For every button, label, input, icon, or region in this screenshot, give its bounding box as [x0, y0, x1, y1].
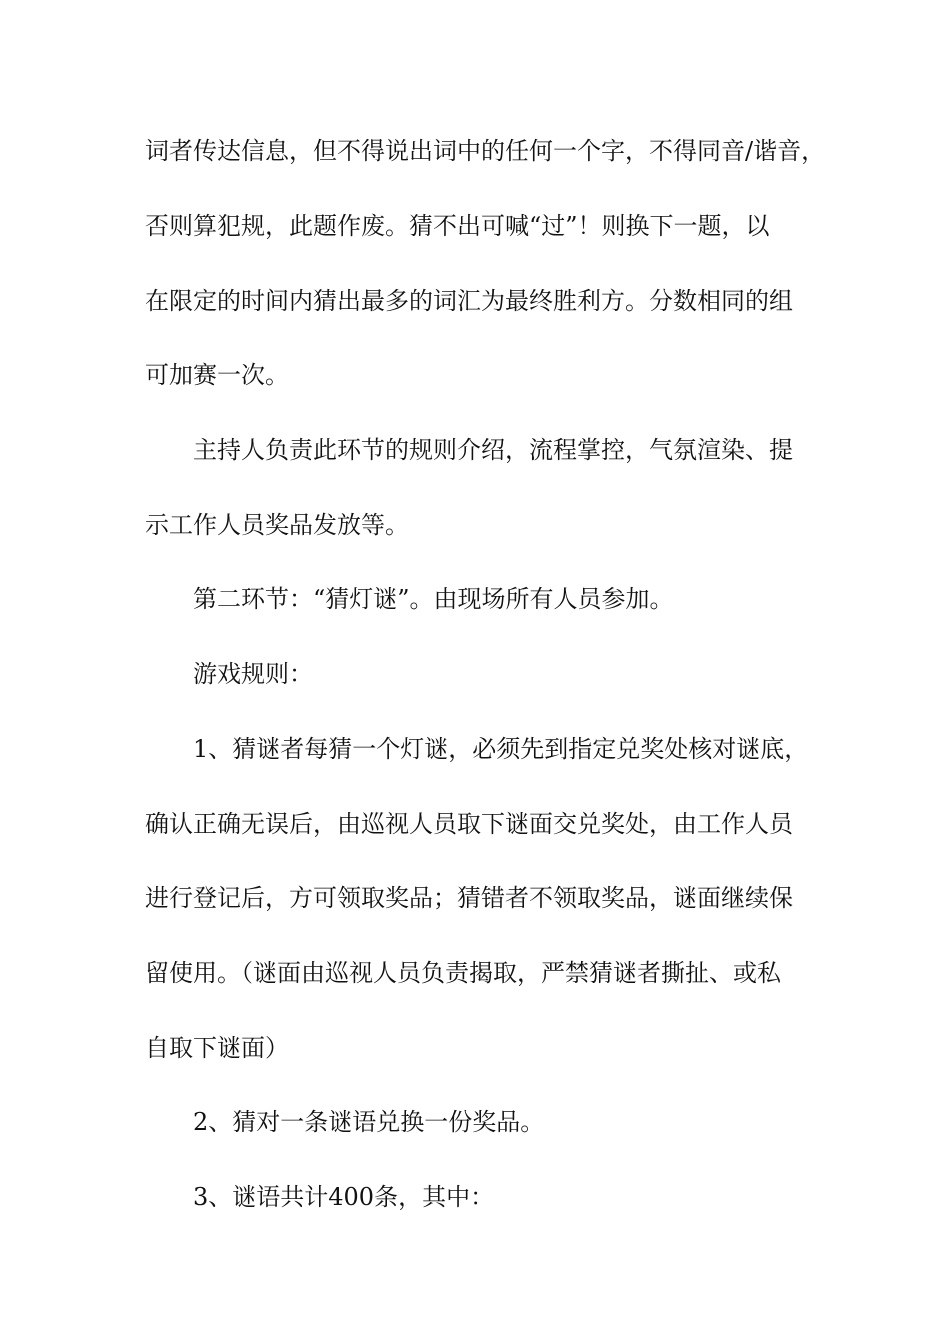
rule-item-3-line: 3、谜语共计400条，其中： — [193, 1183, 495, 1211]
text-line: 可加赛一次。 — [145, 361, 289, 389]
text-line: 在限定的时间内猜出最多的词汇为最终胜利方。分数相同的组 — [145, 287, 793, 315]
text-line: 词者传达信息，但不得说出词中的任何一个字，不得同音/谐音， — [145, 137, 826, 165]
rule-item-2-line: 2、猜对一条谜语兑换一份奖品。 — [193, 1108, 545, 1136]
text-line: 进行登记后，方可领取奖品；猜错者不领取奖品，谜面继续保 — [145, 884, 793, 912]
text-line: 否则算犯规，此题作废。猜不出可喊“过”！则换下一题，以 — [145, 212, 770, 240]
section-heading-line: 第二环节：“猜灯谜”。由现场所有人员参加。 — [193, 585, 674, 613]
text-line: 确认正确无误后，由巡视人员取下谜面交兑奖处，由工作人员 — [145, 810, 793, 838]
rules-heading: 游戏规则： — [193, 660, 313, 688]
text-line: 示工作人员奖品发放等。 — [145, 511, 409, 539]
rule-item-1-line: 1、猜谜者每猜一个灯谜，必须先到指定兑奖处核对谜底， — [193, 735, 809, 763]
text-line: 留使用。（谜面由巡视人员负责揭取，严禁猜谜者撕扯、或私 — [145, 959, 781, 987]
paragraph-start-line: 主持人负责此环节的规则介绍，流程掌控，气氛渲染、提 — [193, 436, 793, 464]
text-line: 自取下谜面） — [145, 1034, 289, 1062]
